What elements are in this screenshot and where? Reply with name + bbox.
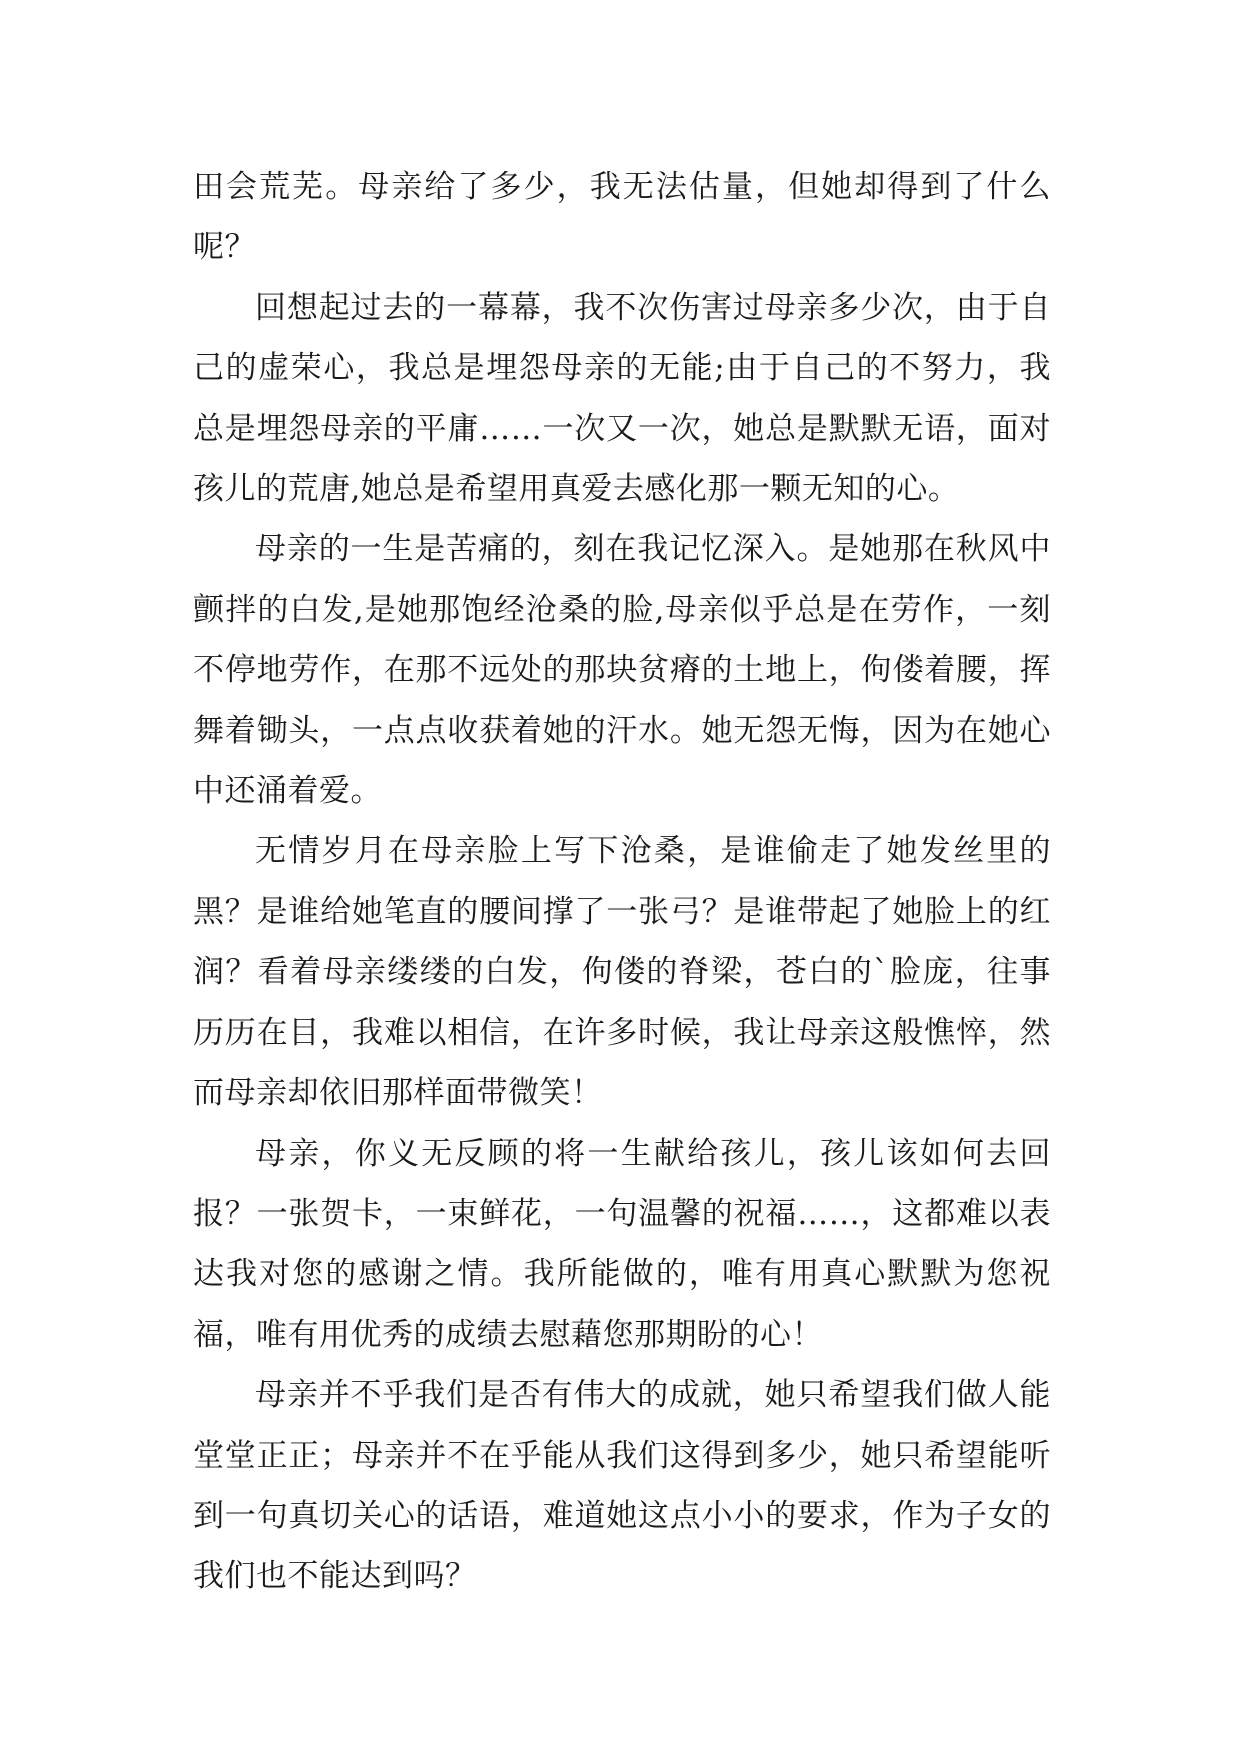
paragraph-4: 无情岁月在母亲脸上写下沧桑，是谁偷走了她发丝里的黑？是谁给她笔直的腰间撑了一张弓？是谁带起了她脸上的红润？看着母亲缕缕的白发，佝偻的脊梁，苍白的`脸庞，往事历历在目，我难以相信，在许多时候，我让母亲这般憔悴，然而母亲却依旧那样面带微笑！: [193, 833, 1051, 1112]
paragraph-1: 田会荒芜。母亲给了多少，我无法估量，但她却得到了什么呢？: [193, 169, 1051, 266]
document-body: [193, 157, 1051, 1607]
paragraph-5: 母亲，你义无反顾的将一生献给孩儿，孩儿该如何去回报？一张贺卡，一束鲜花，一句温馨的祝福……，这都难以表达我对您的感谢之情。我所能做的，唯有用真心默默为您祝福，唯有用优秀的成绩去慰藉您那期盼的心！: [193, 1135, 1051, 1353]
paragraph-3: 母亲的一生是苦痛的，刻在我记忆深入。是她那在秋风中颤拌的白发,是她那饱经沧桑的脸,母亲似乎总是在劳作，一刻不停地劳作，在那不远处的那块贫瘠的土地上，佝偻着腰，挥舞着锄头，一点点收获着她的汗水。她无怨无悔，因为在她心中还涌着爱。: [193, 531, 1051, 810]
paragraph-2: 回想起过去的一幕幕，我不次伤害过母亲多少次，由于自己的虚荣心，我总是埋怨母亲的无能;由于自己的不努力，我总是埋怨母亲的平庸……一次又一次，她总是默默无语，面对孩儿的荒唐,她总是希望用真爱去感化那一颗无知的心。: [193, 289, 1051, 508]
paragraph-6: 母亲并不乎我们是否有伟大的成就，她只希望我们做人能堂堂正正；母亲并不在乎能从我们这得到多少，她只希望能听到一句真切关心的话语，难道她这点小小的要求，作为子女的我们也不能达到吗？: [193, 1377, 1051, 1595]
